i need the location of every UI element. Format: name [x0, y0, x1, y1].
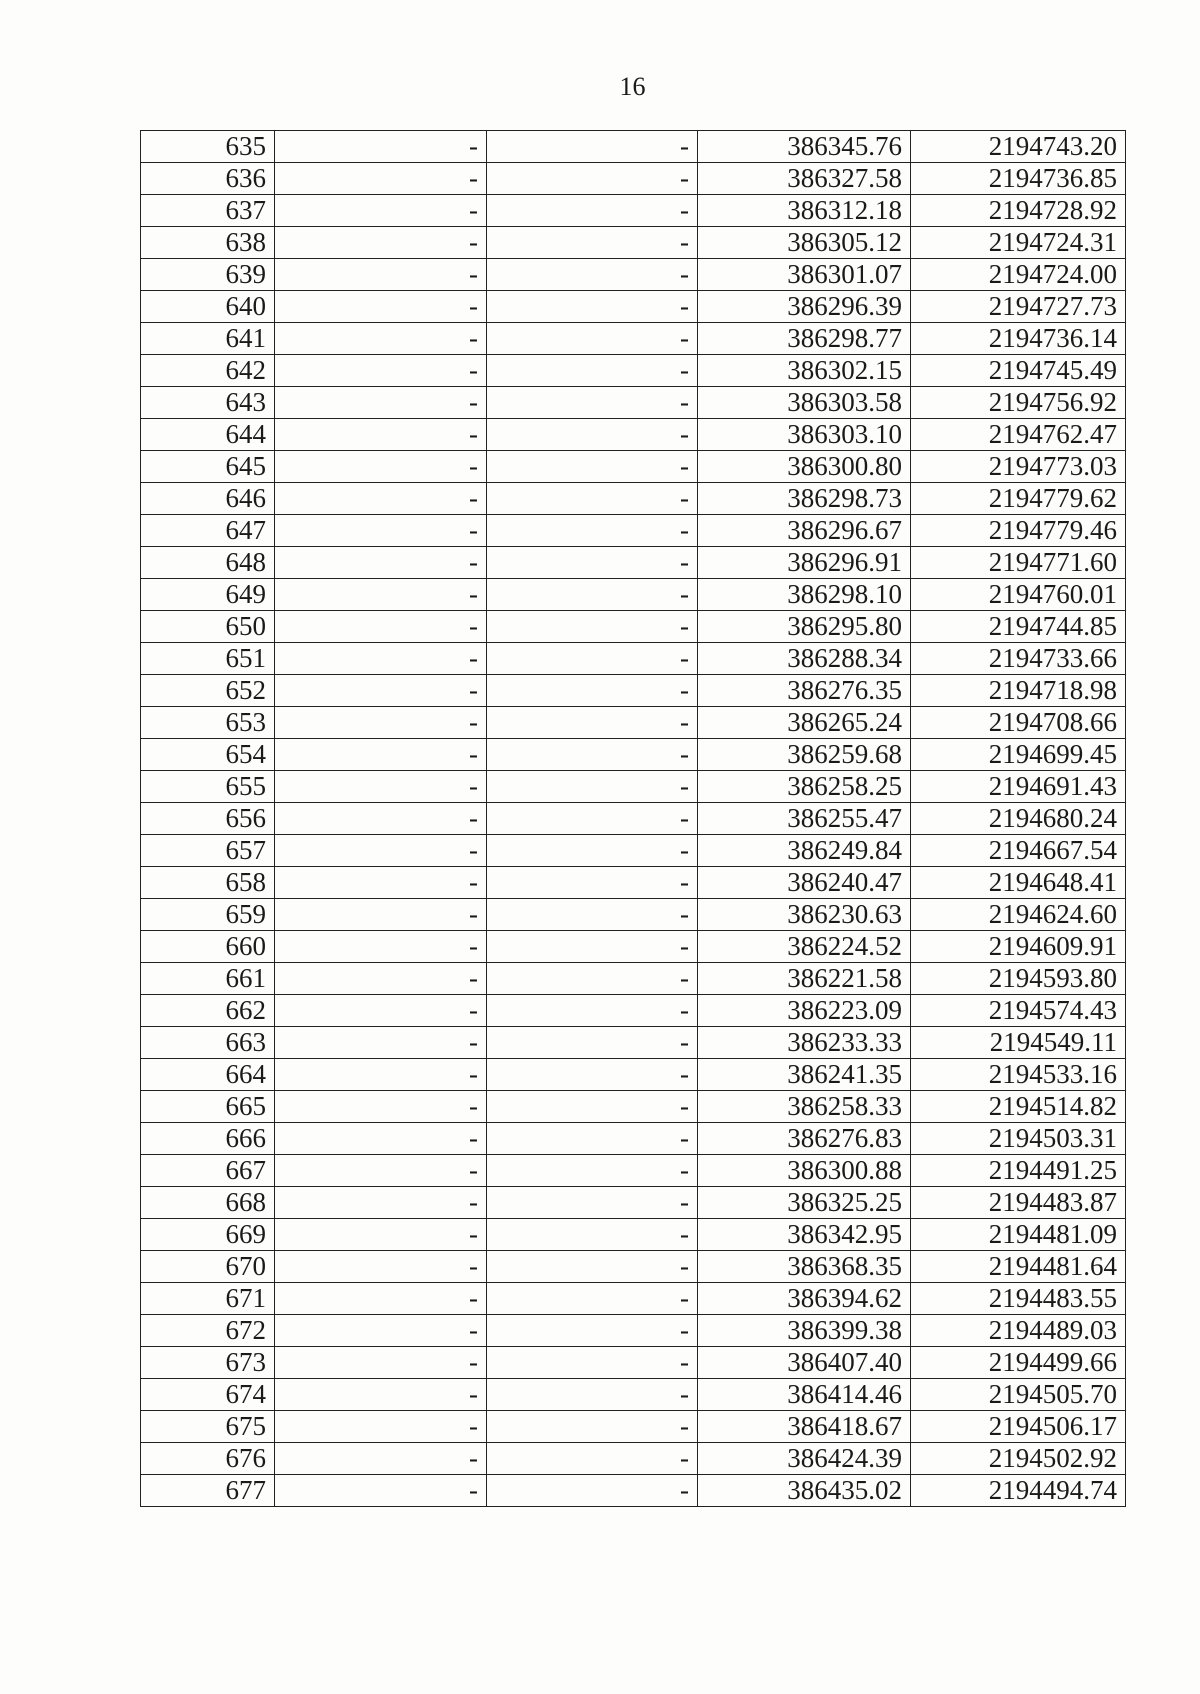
cell-point-number: 659 — [141, 899, 275, 931]
cell-column-2: - — [275, 835, 487, 867]
cell-column-3: - — [487, 771, 698, 803]
cell-point-number: 639 — [141, 259, 275, 291]
cell-y-coordinate: 2194483.87 — [911, 1187, 1126, 1219]
cell-column-2: - — [275, 1187, 487, 1219]
cell-column-2: - — [275, 163, 487, 195]
cell-column-2: - — [275, 515, 487, 547]
cell-point-number: 662 — [141, 995, 275, 1027]
cell-column-3: - — [487, 1251, 698, 1283]
table-row — [141, 483, 1126, 515]
table-row — [141, 227, 1126, 259]
cell-point-number: 656 — [141, 803, 275, 835]
cell-point-number: 636 — [141, 163, 275, 195]
cell-column-2: - — [275, 867, 487, 899]
cell-column-3: - — [487, 1091, 698, 1123]
cell-column-2: - — [275, 1315, 487, 1347]
cell-column-3: - — [487, 1379, 698, 1411]
cell-x-coordinate: 386258.25 — [698, 771, 911, 803]
cell-y-coordinate: 2194762.47 — [911, 419, 1126, 451]
cell-point-number: 650 — [141, 611, 275, 643]
cell-x-coordinate: 386276.35 — [698, 675, 911, 707]
cell-y-coordinate: 2194744.85 — [911, 611, 1126, 643]
cell-y-coordinate: 2194760.01 — [911, 579, 1126, 611]
coordinates-table — [140, 130, 1126, 1507]
cell-x-coordinate: 386342.95 — [698, 1219, 911, 1251]
cell-column-3: - — [487, 803, 698, 835]
cell-y-coordinate: 2194736.85 — [911, 163, 1126, 195]
cell-x-coordinate: 386296.91 — [698, 547, 911, 579]
cell-y-coordinate: 2194533.16 — [911, 1059, 1126, 1091]
table-row — [141, 803, 1126, 835]
cell-x-coordinate: 386418.67 — [698, 1411, 911, 1443]
cell-column-2: - — [275, 1443, 487, 1475]
cell-column-3: - — [487, 131, 698, 163]
cell-y-coordinate: 2194771.60 — [911, 547, 1126, 579]
cell-column-2: - — [275, 707, 487, 739]
cell-column-3: - — [487, 195, 698, 227]
table-row — [141, 323, 1126, 355]
cell-point-number: 652 — [141, 675, 275, 707]
cell-y-coordinate: 2194779.46 — [911, 515, 1126, 547]
cell-y-coordinate: 2194593.80 — [911, 963, 1126, 995]
cell-point-number: 661 — [141, 963, 275, 995]
cell-column-3: - — [487, 963, 698, 995]
cell-y-coordinate: 2194708.66 — [911, 707, 1126, 739]
cell-x-coordinate: 386305.12 — [698, 227, 911, 259]
cell-column-2: - — [275, 1059, 487, 1091]
cell-column-2: - — [275, 291, 487, 323]
cell-column-2: - — [275, 259, 487, 291]
table-row — [141, 1475, 1126, 1507]
cell-y-coordinate: 2194743.20 — [911, 131, 1126, 163]
cell-point-number: 644 — [141, 419, 275, 451]
cell-column-2: - — [275, 1219, 487, 1251]
cell-y-coordinate: 2194756.92 — [911, 387, 1126, 419]
cell-column-2: - — [275, 579, 487, 611]
table-row — [141, 1411, 1126, 1443]
cell-y-coordinate: 2194481.09 — [911, 1219, 1126, 1251]
cell-x-coordinate: 386300.80 — [698, 451, 911, 483]
coordinates-table-body — [141, 131, 1126, 1507]
cell-column-2: - — [275, 1251, 487, 1283]
cell-y-coordinate: 2194718.98 — [911, 675, 1126, 707]
table-row — [141, 355, 1126, 387]
cell-column-2: - — [275, 547, 487, 579]
cell-point-number: 673 — [141, 1347, 275, 1379]
cell-x-coordinate: 386303.58 — [698, 387, 911, 419]
cell-point-number: 677 — [141, 1475, 275, 1507]
cell-column-2: - — [275, 1347, 487, 1379]
cell-point-number: 666 — [141, 1123, 275, 1155]
cell-column-2: - — [275, 323, 487, 355]
cell-y-coordinate: 2194724.00 — [911, 259, 1126, 291]
cell-y-coordinate: 2194514.82 — [911, 1091, 1126, 1123]
table-row — [141, 1251, 1126, 1283]
cell-x-coordinate: 386240.47 — [698, 867, 911, 899]
cell-point-number: 635 — [141, 131, 275, 163]
cell-x-coordinate: 386301.07 — [698, 259, 911, 291]
cell-column-2: - — [275, 387, 487, 419]
table-row — [141, 611, 1126, 643]
cell-point-number: 640 — [141, 291, 275, 323]
cell-y-coordinate: 2194489.03 — [911, 1315, 1126, 1347]
cell-y-coordinate: 2194773.03 — [911, 451, 1126, 483]
cell-column-3: - — [487, 643, 698, 675]
cell-y-coordinate: 2194483.55 — [911, 1283, 1126, 1315]
cell-y-coordinate: 2194609.91 — [911, 931, 1126, 963]
table-row — [141, 739, 1126, 771]
cell-y-coordinate: 2194724.31 — [911, 227, 1126, 259]
cell-column-3: - — [487, 835, 698, 867]
cell-column-3: - — [487, 707, 698, 739]
table-row — [141, 579, 1126, 611]
table-row — [141, 1155, 1126, 1187]
cell-column-3: - — [487, 1123, 698, 1155]
cell-column-3: - — [487, 259, 698, 291]
cell-x-coordinate: 386407.40 — [698, 1347, 911, 1379]
cell-point-number: 637 — [141, 195, 275, 227]
cell-point-number: 674 — [141, 1379, 275, 1411]
cell-x-coordinate: 386345.76 — [698, 131, 911, 163]
cell-x-coordinate: 386435.02 — [698, 1475, 911, 1507]
cell-y-coordinate: 2194733.66 — [911, 643, 1126, 675]
cell-column-3: - — [487, 611, 698, 643]
table-row — [141, 1123, 1126, 1155]
cell-x-coordinate: 386265.24 — [698, 707, 911, 739]
cell-point-number: 645 — [141, 451, 275, 483]
cell-x-coordinate: 386368.35 — [698, 1251, 911, 1283]
cell-point-number: 643 — [141, 387, 275, 419]
cell-column-3: - — [487, 419, 698, 451]
cell-y-coordinate: 2194680.24 — [911, 803, 1126, 835]
cell-column-2: - — [275, 1123, 487, 1155]
cell-x-coordinate: 386259.68 — [698, 739, 911, 771]
table-row — [141, 643, 1126, 675]
cell-point-number: 675 — [141, 1411, 275, 1443]
cell-point-number: 670 — [141, 1251, 275, 1283]
cell-point-number: 647 — [141, 515, 275, 547]
cell-x-coordinate: 386300.88 — [698, 1155, 911, 1187]
cell-x-coordinate: 386303.10 — [698, 419, 911, 451]
cell-x-coordinate: 386230.63 — [698, 899, 911, 931]
cell-column-3: - — [487, 483, 698, 515]
cell-column-3: - — [487, 387, 698, 419]
cell-column-2: - — [275, 771, 487, 803]
cell-point-number: 665 — [141, 1091, 275, 1123]
table-row — [141, 1059, 1126, 1091]
table-row — [141, 131, 1126, 163]
cell-point-number: 660 — [141, 931, 275, 963]
cell-column-3: - — [487, 675, 698, 707]
cell-column-3: - — [487, 931, 698, 963]
cell-column-3: - — [487, 899, 698, 931]
cell-x-coordinate: 386255.47 — [698, 803, 911, 835]
cell-column-2: - — [275, 739, 487, 771]
cell-point-number: 654 — [141, 739, 275, 771]
cell-y-coordinate: 2194648.41 — [911, 867, 1126, 899]
cell-column-3: - — [487, 1155, 698, 1187]
cell-point-number: 668 — [141, 1187, 275, 1219]
cell-point-number: 651 — [141, 643, 275, 675]
cell-y-coordinate: 2194494.74 — [911, 1475, 1126, 1507]
page-number: 16 — [619, 72, 646, 101]
cell-column-3: - — [487, 1059, 698, 1091]
cell-column-2: - — [275, 803, 487, 835]
cell-column-2: - — [275, 611, 487, 643]
cell-x-coordinate: 386298.10 — [698, 579, 911, 611]
table-row — [141, 291, 1126, 323]
cell-x-coordinate: 386258.33 — [698, 1091, 911, 1123]
cell-column-3: - — [487, 547, 698, 579]
table-row — [141, 963, 1126, 995]
cell-column-2: - — [275, 227, 487, 259]
cell-x-coordinate: 386288.34 — [698, 643, 911, 675]
cell-column-3: - — [487, 323, 698, 355]
table-row — [141, 1027, 1126, 1059]
cell-column-3: - — [487, 291, 698, 323]
cell-column-2: - — [275, 131, 487, 163]
cell-point-number: 646 — [141, 483, 275, 515]
cell-column-2: - — [275, 355, 487, 387]
cell-point-number: 658 — [141, 867, 275, 899]
table-row — [141, 1187, 1126, 1219]
cell-column-2: - — [275, 1155, 487, 1187]
cell-y-coordinate: 2194574.43 — [911, 995, 1126, 1027]
cell-x-coordinate: 386221.58 — [698, 963, 911, 995]
cell-x-coordinate: 386312.18 — [698, 195, 911, 227]
cell-x-coordinate: 386223.09 — [698, 995, 911, 1027]
table-row — [141, 1315, 1126, 1347]
cell-y-coordinate: 2194736.14 — [911, 323, 1126, 355]
cell-y-coordinate: 2194667.54 — [911, 835, 1126, 867]
cell-column-2: - — [275, 1475, 487, 1507]
cell-y-coordinate: 2194779.62 — [911, 483, 1126, 515]
cell-column-2: - — [275, 1411, 487, 1443]
cell-column-2: - — [275, 419, 487, 451]
cell-column-3: - — [487, 1475, 698, 1507]
cell-column-2: - — [275, 675, 487, 707]
table-row — [141, 835, 1126, 867]
table-row — [141, 867, 1126, 899]
cell-x-coordinate: 386241.35 — [698, 1059, 911, 1091]
cell-y-coordinate: 2194549.11 — [911, 1027, 1126, 1059]
cell-column-2: - — [275, 963, 487, 995]
cell-column-3: - — [487, 739, 698, 771]
table-row — [141, 1443, 1126, 1475]
table-row — [141, 675, 1126, 707]
cell-x-coordinate: 386302.15 — [698, 355, 911, 387]
cell-point-number: 642 — [141, 355, 275, 387]
cell-column-3: - — [487, 995, 698, 1027]
cell-column-3: - — [487, 515, 698, 547]
cell-column-2: - — [275, 643, 487, 675]
cell-column-2: - — [275, 483, 487, 515]
cell-x-coordinate: 386296.67 — [698, 515, 911, 547]
cell-y-coordinate: 2194499.66 — [911, 1347, 1126, 1379]
cell-x-coordinate: 386295.80 — [698, 611, 911, 643]
table-row — [141, 899, 1126, 931]
cell-point-number: 648 — [141, 547, 275, 579]
cell-point-number: 649 — [141, 579, 275, 611]
cell-y-coordinate: 2194624.60 — [911, 899, 1126, 931]
cell-column-3: - — [487, 1219, 698, 1251]
table-row — [141, 1347, 1126, 1379]
cell-point-number: 653 — [141, 707, 275, 739]
cell-x-coordinate: 386298.73 — [698, 483, 911, 515]
table-row — [141, 547, 1126, 579]
cell-column-2: - — [275, 1283, 487, 1315]
cell-point-number: 663 — [141, 1027, 275, 1059]
table-row — [141, 515, 1126, 547]
cell-y-coordinate: 2194691.43 — [911, 771, 1126, 803]
cell-y-coordinate: 2194745.49 — [911, 355, 1126, 387]
cell-column-3: - — [487, 867, 698, 899]
cell-y-coordinate: 2194727.73 — [911, 291, 1126, 323]
cell-column-3: - — [487, 1443, 698, 1475]
cell-column-2: - — [275, 931, 487, 963]
table-row — [141, 195, 1126, 227]
cell-x-coordinate: 386276.83 — [698, 1123, 911, 1155]
cell-column-3: - — [487, 579, 698, 611]
cell-y-coordinate: 2194491.25 — [911, 1155, 1126, 1187]
cell-y-coordinate: 2194506.17 — [911, 1411, 1126, 1443]
cell-column-2: - — [275, 1091, 487, 1123]
cell-column-2: - — [275, 899, 487, 931]
cell-x-coordinate: 386325.25 — [698, 1187, 911, 1219]
cell-point-number: 667 — [141, 1155, 275, 1187]
cell-x-coordinate: 386399.38 — [698, 1315, 911, 1347]
cell-x-coordinate: 386233.33 — [698, 1027, 911, 1059]
table-row — [141, 387, 1126, 419]
cell-x-coordinate: 386224.52 — [698, 931, 911, 963]
cell-column-3: - — [487, 227, 698, 259]
table-row — [141, 259, 1126, 291]
cell-x-coordinate: 386296.39 — [698, 291, 911, 323]
table-row — [141, 1219, 1126, 1251]
cell-point-number: 641 — [141, 323, 275, 355]
cell-x-coordinate: 386424.39 — [698, 1443, 911, 1475]
table-row — [141, 771, 1126, 803]
cell-x-coordinate: 386394.62 — [698, 1283, 911, 1315]
cell-column-3: - — [487, 355, 698, 387]
cell-x-coordinate: 386327.58 — [698, 163, 911, 195]
cell-column-3: - — [487, 163, 698, 195]
cell-y-coordinate: 2194699.45 — [911, 739, 1126, 771]
table-row — [141, 419, 1126, 451]
cell-y-coordinate: 2194481.64 — [911, 1251, 1126, 1283]
cell-column-2: - — [275, 451, 487, 483]
table-row — [141, 931, 1126, 963]
table-row — [141, 451, 1126, 483]
cell-point-number: 676 — [141, 1443, 275, 1475]
cell-y-coordinate: 2194502.92 — [911, 1443, 1126, 1475]
cell-column-3: - — [487, 1187, 698, 1219]
cell-x-coordinate: 386298.77 — [698, 323, 911, 355]
cell-point-number: 671 — [141, 1283, 275, 1315]
cell-column-2: - — [275, 1027, 487, 1059]
cell-column-2: - — [275, 195, 487, 227]
cell-y-coordinate: 2194503.31 — [911, 1123, 1126, 1155]
cell-column-3: - — [487, 1315, 698, 1347]
cell-point-number: 664 — [141, 1059, 275, 1091]
table-row — [141, 1091, 1126, 1123]
cell-column-3: - — [487, 1347, 698, 1379]
table-row — [141, 1379, 1126, 1411]
cell-column-3: - — [487, 451, 698, 483]
cell-column-3: - — [487, 1283, 698, 1315]
table-row — [141, 1283, 1126, 1315]
cell-column-3: - — [487, 1027, 698, 1059]
cell-point-number: 638 — [141, 227, 275, 259]
cell-x-coordinate: 386414.46 — [698, 1379, 911, 1411]
cell-y-coordinate: 2194728.92 — [911, 195, 1126, 227]
cell-point-number: 657 — [141, 835, 275, 867]
cell-point-number: 655 — [141, 771, 275, 803]
table-row — [141, 995, 1126, 1027]
cell-column-3: - — [487, 1411, 698, 1443]
cell-column-2: - — [275, 995, 487, 1027]
table-row — [141, 163, 1126, 195]
cell-column-2: - — [275, 1379, 487, 1411]
table-row — [141, 707, 1126, 739]
cell-point-number: 669 — [141, 1219, 275, 1251]
cell-point-number: 672 — [141, 1315, 275, 1347]
cell-y-coordinate: 2194505.70 — [911, 1379, 1126, 1411]
cell-x-coordinate: 386249.84 — [698, 835, 911, 867]
